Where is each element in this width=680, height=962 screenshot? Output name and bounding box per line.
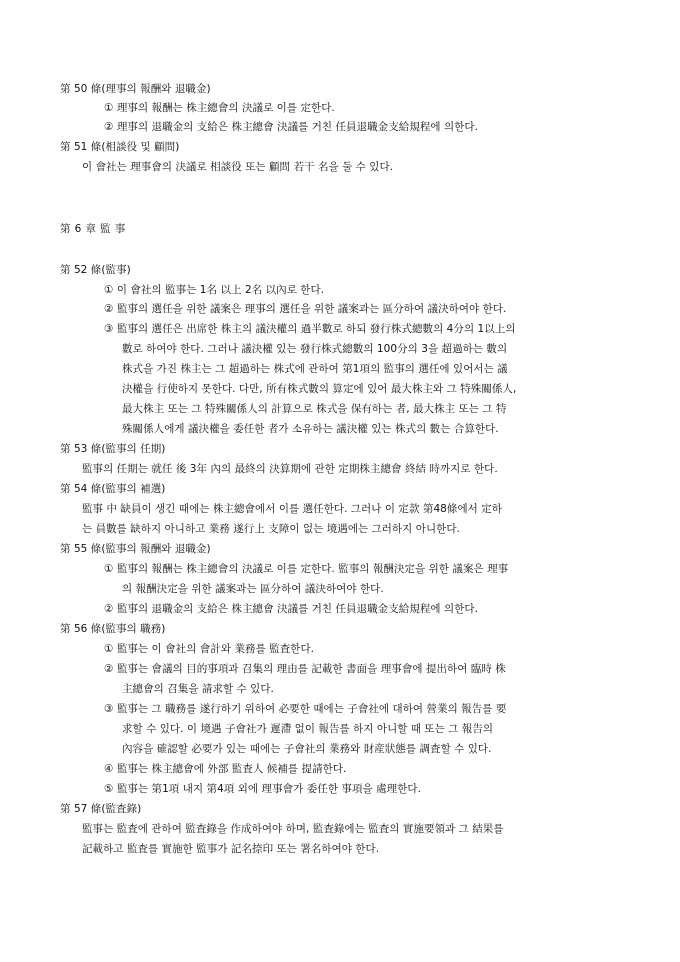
article-54-heading: 第 54 條(監事의 補選): [60, 483, 166, 495]
article-50-item-1: ① 理事의 報酬는 株主總會의 決議로 이를 定한다.: [104, 102, 335, 114]
article-57-heading: 第 57 條(監査錄): [60, 803, 142, 815]
article-56-item-3: ③ 監事는 그 職務를 遂行하기 위하여 必要한 때에는 子會社에 대하여 營業의 報告를 要: [104, 703, 507, 715]
chapter-6-heading: 第 6 章 監 事: [60, 223, 126, 235]
article-52-item-3-cont: 決權을 行使하지 못한다. 다만, 所有株式數의 算定에 있어 最大株主와 그 特殊關係人,: [122, 383, 517, 395]
article-56-item-2-cont: 主總會의 召集을 請求할 수 있다.: [122, 683, 274, 695]
article-52-item-3-cont: 數로 하여야 한다. 그러나 議決權 있는 發行株式總數의 100分의 3을 超過하는 數의: [122, 343, 508, 355]
article-52-item-3-cont: 株式을 가진 株主는 그 超過하는 株式에 관하여 第1項의 監事의 選任에 있어서는 議: [122, 363, 508, 375]
article-56-heading: 第 56 條(監事의 職務): [60, 623, 166, 635]
article-56-item-5: ⑤ 監事는 第1項 내지 第4項 외에 理事會가 委任한 事項을 處理한다.: [104, 783, 421, 795]
article-56-item-3-cont: 求할 수 있다. 이 境遇 子會社가 遲滯 없이 報告를 하지 아니할 때 또는 그 報告의: [122, 723, 494, 735]
article-55-heading: 第 55 條(監事의 報酬와 退職金): [60, 543, 211, 555]
article-53-heading: 第 53 條(監事의 任期): [60, 443, 166, 455]
article-56-item-1: ① 監事는 이 會社의 會計와 業務를 監査한다.: [104, 643, 315, 655]
article-52-item-3: ③ 監事의 選任은 出席한 株主의 議決權의 過半數로 하되 發行株式總數의 4分의 1以上의: [104, 323, 516, 335]
article-54-body-cont: 는 員數를 缺하지 아니하고 業務 遂行上 支障이 없는 境遇에는 그러하지 아니한다.: [82, 523, 460, 535]
article-56-item-4: ④ 監事는 株主總會에 外部 監査人 候補를 提請한다.: [104, 763, 347, 775]
article-52-item-3-cont: 最大株主 또는 그 特殊關係人의 計算으로 株式을 保有하는 者, 最大株主 또는 그 特: [122, 403, 507, 415]
article-51-body: 이 會社는 理事會의 決議로 相談役 또는 顧問 若干 名을 둘 수 있다.: [82, 161, 394, 173]
article-52-item-1: ① 이 會社의 監事는 1名 以上 2名 以內로 한다.: [104, 284, 325, 296]
article-55-item-1-cont: 의 報酬決定을 위한 議案과는 區分하여 議決하여야 한다.: [122, 583, 384, 595]
article-52-item-2: ② 監事의 選任을 위한 議案은 理事의 選任을 위한 議案과는 區分하여 議決하여야 한다.: [104, 303, 507, 315]
article-52-heading: 第 52 條(監事): [60, 264, 131, 276]
article-55-item-2: ② 監事의 退職金의 支給은 株主總會 決議를 거친 任員退職金支給規程에 의한다.: [104, 603, 478, 615]
article-51-heading: 第 51 條(相談役 및 顧問): [60, 141, 180, 153]
article-54-body: 監事 中 缺員이 생긴 때에는 株主總會에서 이를 選任한다. 그러나 이 定款 第48條에서 定하: [82, 503, 502, 515]
article-50-heading: 第 50 條(理事의 報酬와 退職金): [60, 83, 211, 95]
article-52-item-3-cont: 殊關係人에게 議決權을 委任한 者가 소유하는 議決權 있는 株式의 數는 合算한다.: [122, 423, 499, 435]
article-53-body: 監事의 任期는 就任 後 3年 內의 最終의 決算期에 관한 定期株主總會 終結 時까지로 한다.: [82, 463, 498, 475]
article-57-body: 監事는 監査에 관하여 監査錄을 作成하여야 하며, 監査錄에는 監査의 實施要領과 그 結果를: [82, 823, 504, 835]
article-56-item-3-cont: 內容을 確認할 必要가 있는 때에는 子會社의 業務와 財産狀態를 調査할 수 있다.: [122, 743, 492, 755]
article-57-body-cont: 記載하고 監査를 實施한 監事가 記名捺印 또는 署名하여야 한다.: [82, 843, 380, 855]
article-50-item-2: ② 理事의 退職金의 支給은 株主總會 決議를 거친 任員退職金支給規程에 의한다.: [104, 121, 478, 133]
article-56-item-2: ② 監事는 會議의 目的事項과 召集의 理由를 記載한 書面을 理事會에 提出하여 臨時 株: [104, 663, 506, 675]
article-55-item-1: ① 監事의 報酬는 株主總會의 決議로 이를 定한다. 監事의 報酬決定을 위한 議案은 理事: [104, 563, 509, 575]
